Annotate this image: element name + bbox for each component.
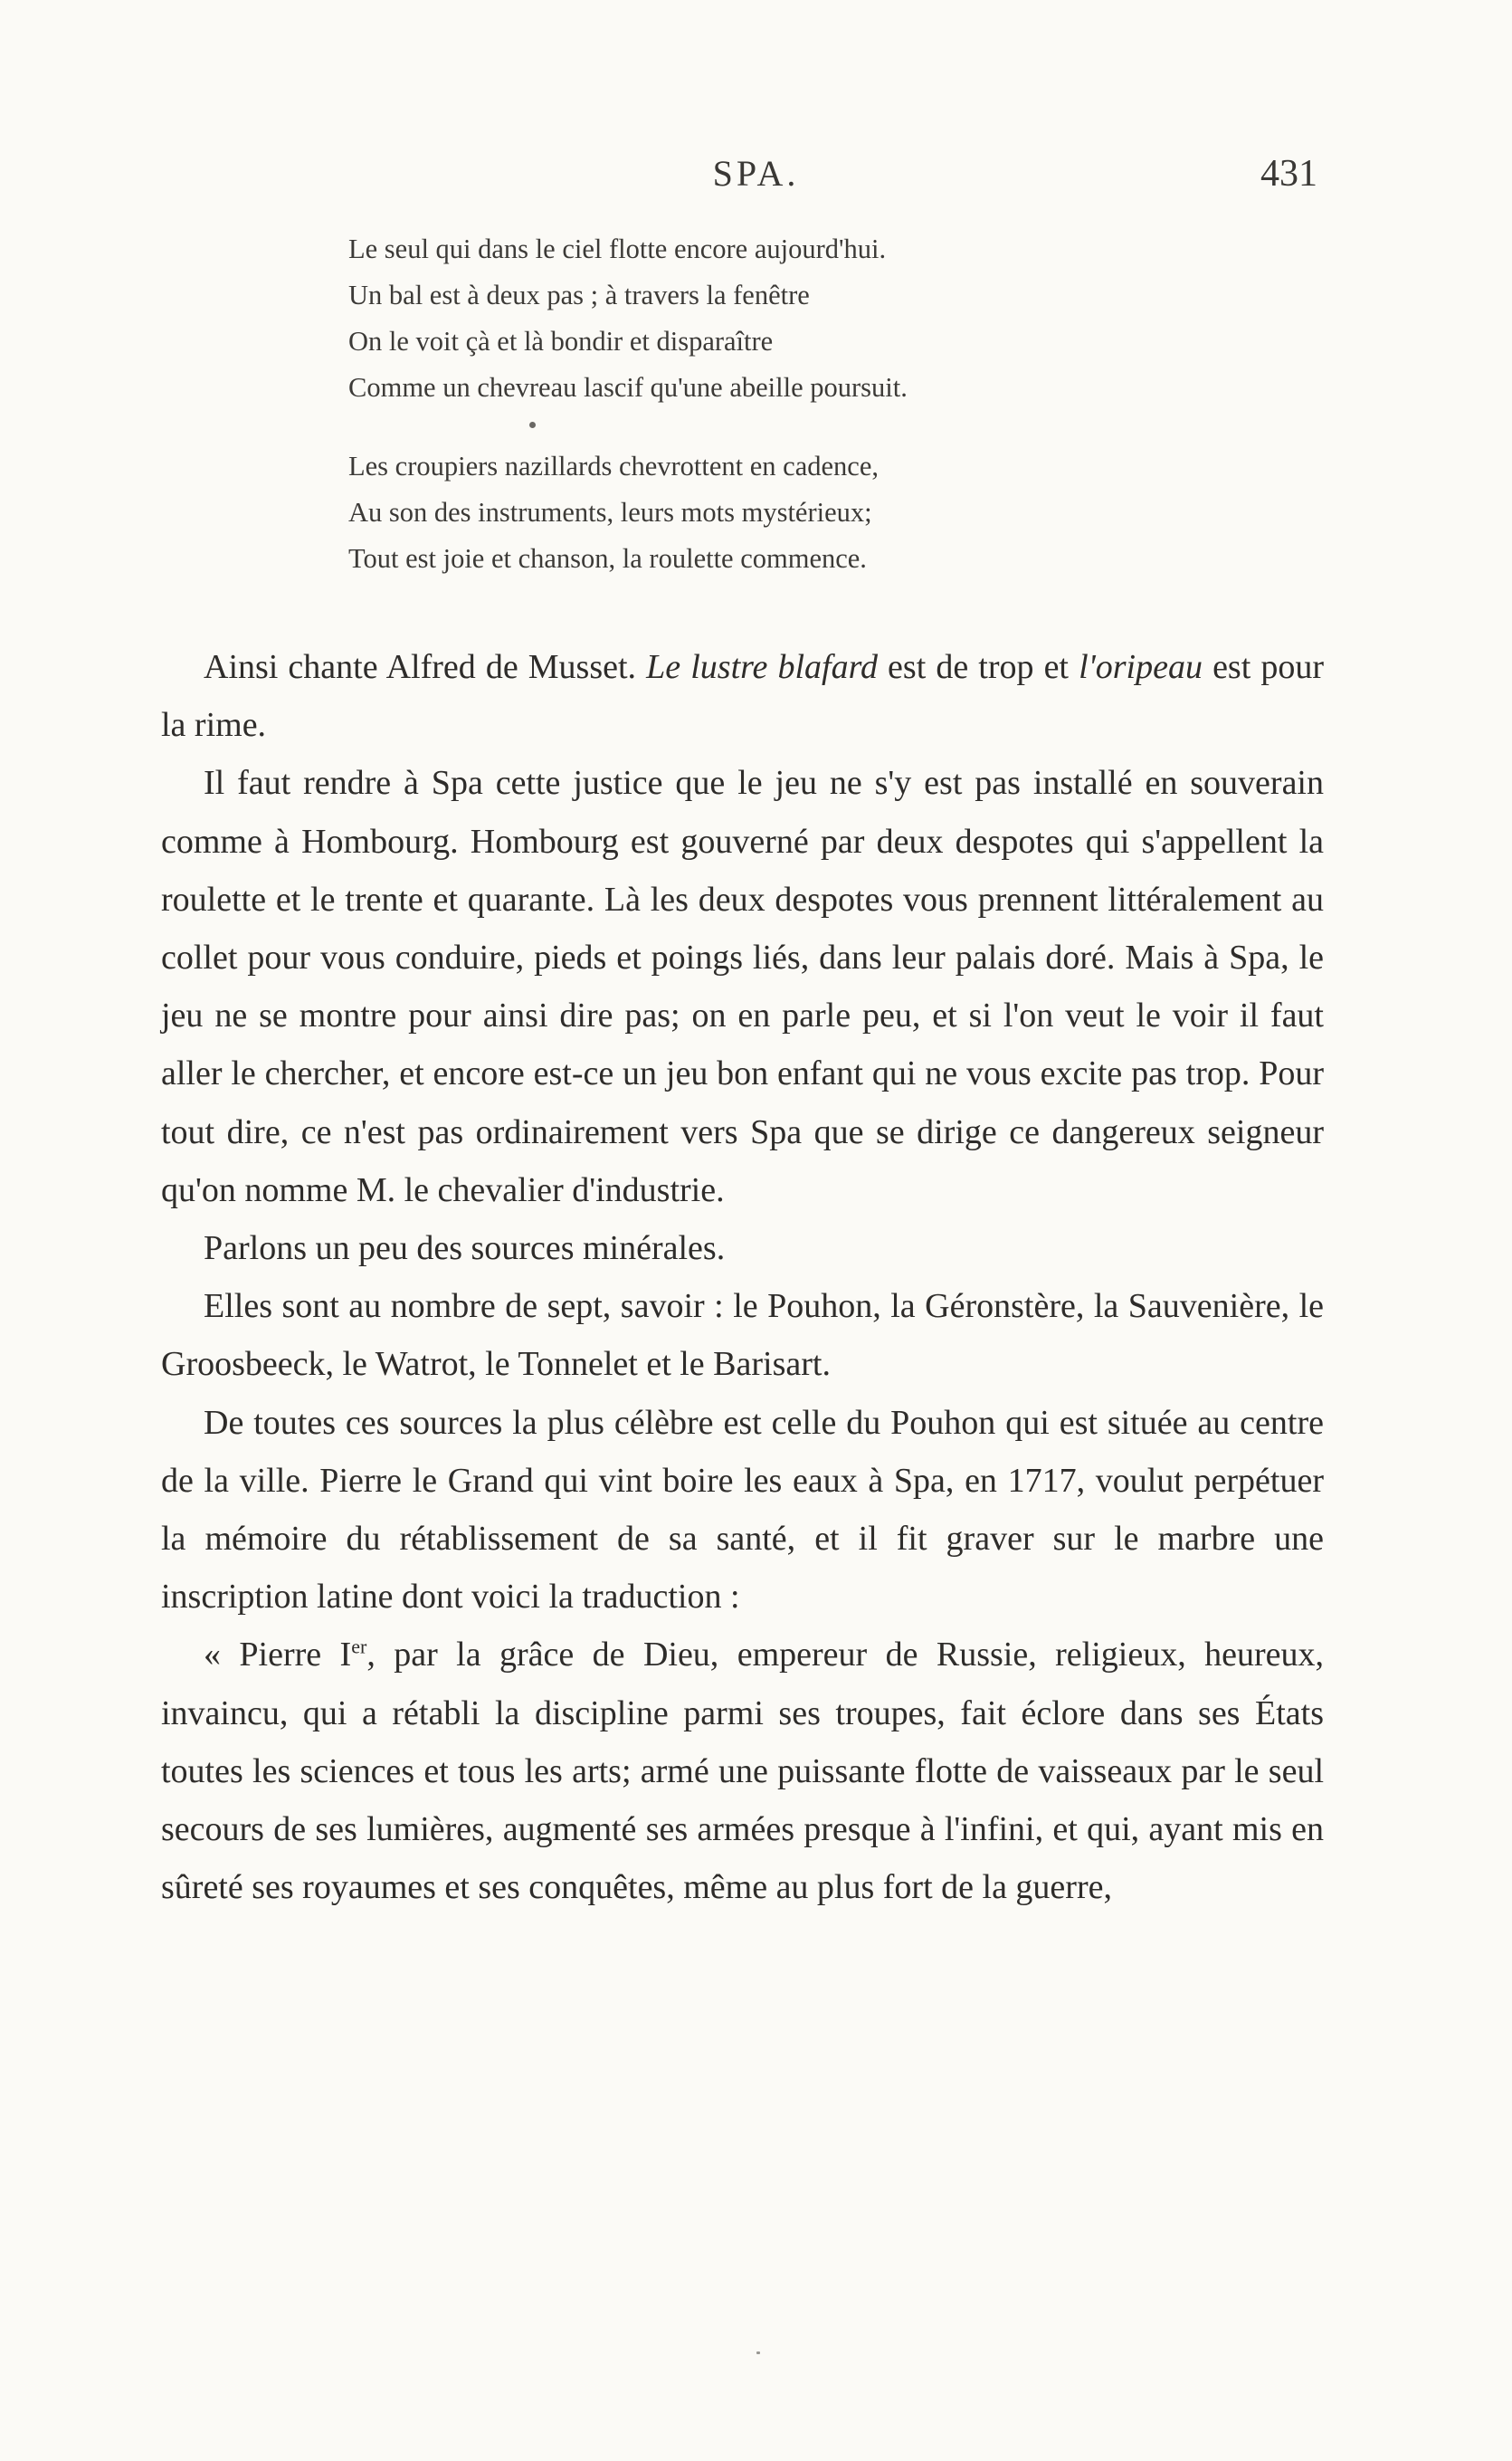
body-text [161,638,1324,1916]
italic-quote: Le lustre blafard [646,648,878,686]
paragraph-musset [161,638,1324,754]
running-head [0,152,1512,206]
verse-line: Tout est joie et chanson, la roulette commence. [348,543,867,574]
running-title: SPA. [712,153,800,194]
stanza-separator [348,411,1271,444]
paragraph-jeu: Il faut rendre à Spa cette justice que le jeu ne s'y est pas installé en souverain comme à Hombourg. Hombourg est gouverné par deux despotes qui s'appellent la roulette et le trente et quarante. Là les deux despotes vous prennent littéralement au collet pour vous conduire, pieds et poings liés, dans leur palais doré. Mais à Spa, le jeu ne se montre pour ainsi dire pas; on en parle peu, et si l'on veut le voir il faut aller le chercher, et encore est-ce un jeu bon enfant qui ne vous excite pas trop. Pour tout dire, ce n'est pas ordinairement vers Spa que se dirige ce dangereux seigneur qu'on nomme M. le chevalier d'industrie. [161,764,1324,1209]
paragraph-text: Ainsi chante Alfred de Musset. [204,648,647,686]
paragraph-text: est de trop et [877,648,1079,686]
italic-quote: l'oripeau [1079,648,1203,686]
paper-speck [756,2351,760,2354]
paragraph-text: « Pierre I [204,1636,352,1674]
superscript: er [351,1635,367,1658]
verse-line: On le voit çà et là bondir et disparaître [348,326,774,357]
verse-line: Les croupiers nazillards chevrottent en cadence, [348,451,879,482]
paragraph-text: est pour la rime. [161,648,1325,745]
verse-quotation [348,226,1271,582]
paragraph-text: , par la grâce de Dieu, empereur de Russie, religieux, heureux, invaincu, qui a rétabli la discipline parmi ses troupes, fait éclore dans ses États toutes les sciences et tous les arts; armé une puissante flotte de vaisseaux par le seul secours de ses lumières, augmenté ses armées presque à l'infini, et qui, ayant mis en sûreté ses royaumes et ses conquêtes, même au plus fort de la guerre, [161,1636,1324,1907]
paragraph-sources-intro: Parlons un peu des sources minérales. [204,1229,726,1268]
page-number: 431 [1260,153,1317,195]
verse-line: Comme un chevreau lascif qu'une abeille poursuit. [348,372,908,403]
paragraph-inscription [161,1626,1324,1916]
paragraph-sources-list: Elles sont au nombre de sept, savoir : le Pouhon, la Géronstère, la Sauvenière, le Groosbeeck, le Watrot, le Tonnelet et le Barisart. [161,1287,1324,1384]
verse-line: Au son des instruments, leurs mots mystérieux; [348,497,872,528]
verse-line: Le seul qui dans le ciel flotte encore aujourd'hui. [348,234,887,264]
verse-line: Un bal est à deux pas ; à travers la fenêtre [348,280,810,310]
paragraph-pouhon: De toutes ces sources la plus célèbre est celle du Pouhon qui est située au centre de la ville. Pierre le Grand qui vint boire les eaux à Spa, en 1717, voulut perpétuer la mémoire du rétablissement de sa santé, et il fit graver sur le marbre une inscription latine dont voici la traduction : [161,1403,1324,1617]
